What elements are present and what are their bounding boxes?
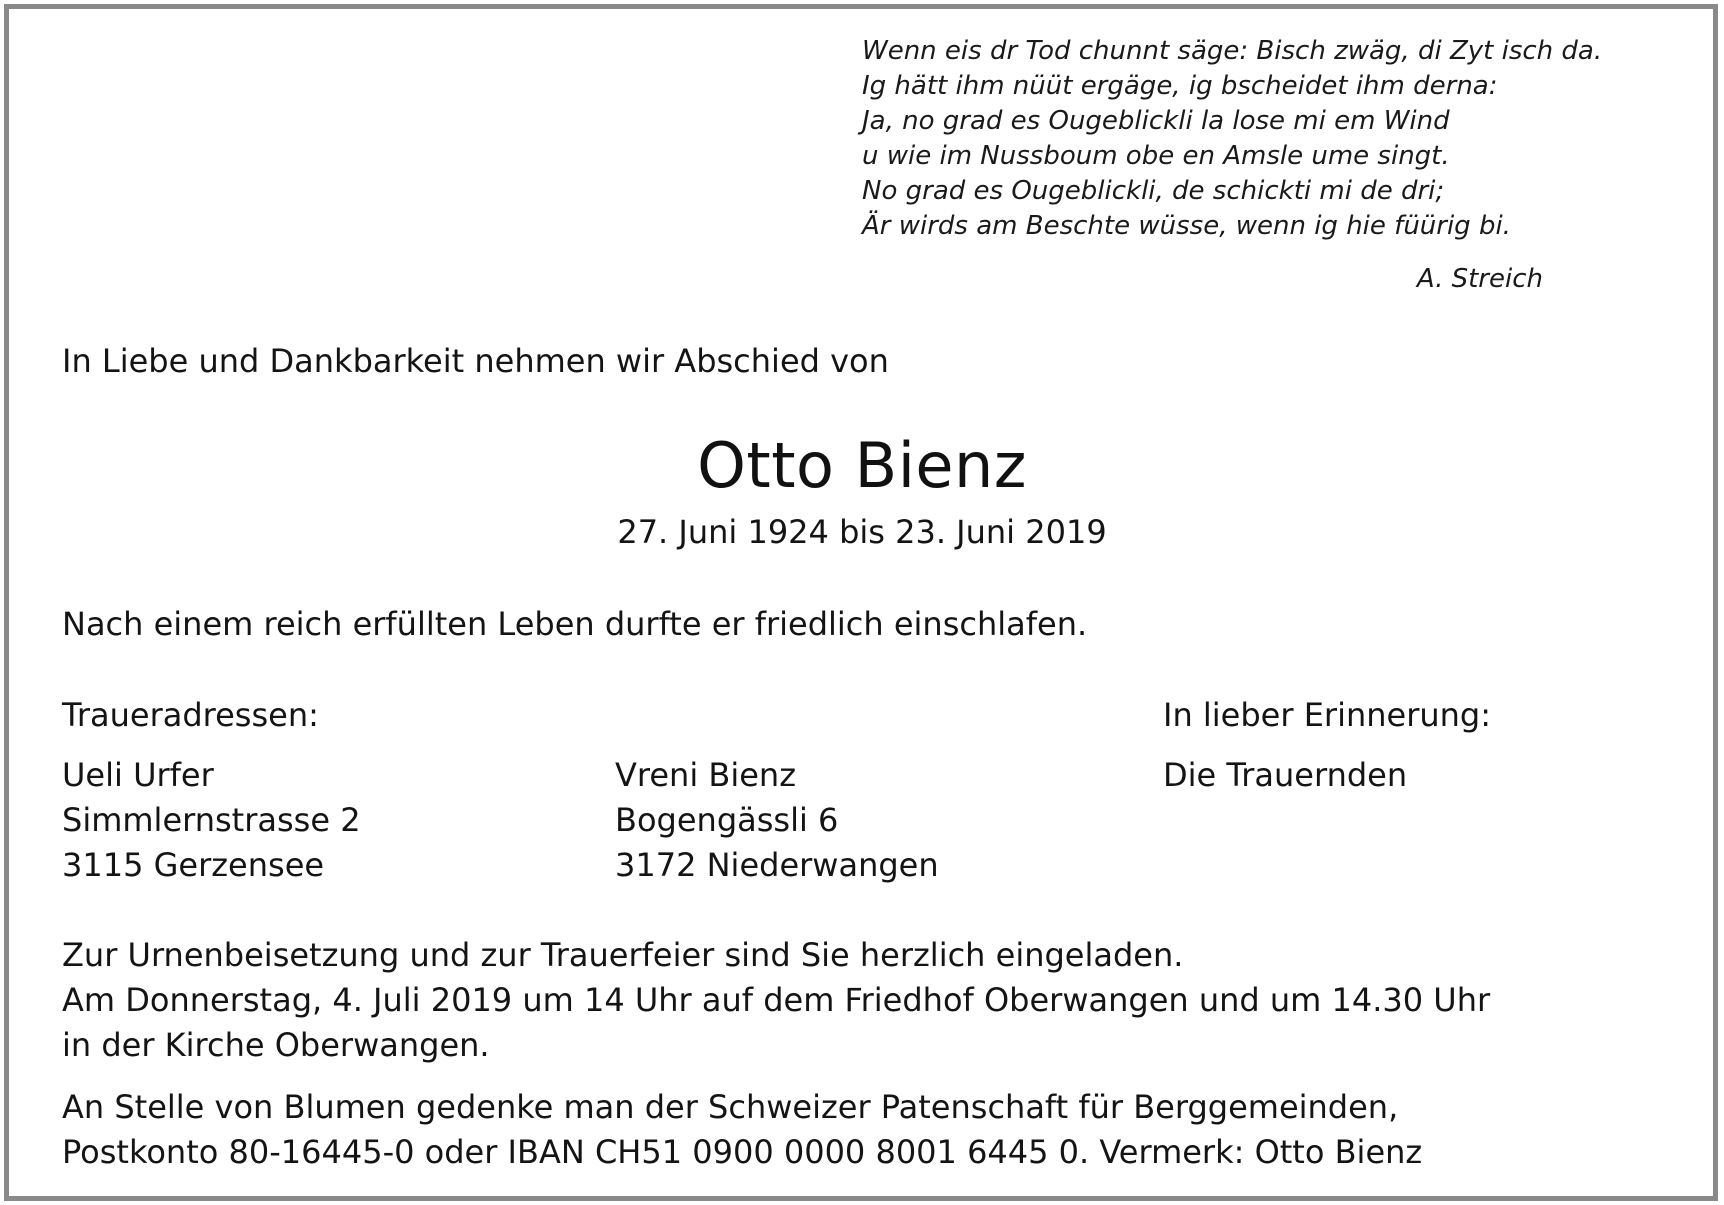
ceremony-paragraph <box>62 933 1490 1068</box>
contact-street: Bogengässli 6 <box>615 801 839 839</box>
donation-line: An Stelle von Blumen gedenke man der Schweizer Patenschaft für Berggemeinden, <box>62 1088 1399 1126</box>
address-block-bienz <box>615 753 939 888</box>
addresses-heading: Traueradressen: <box>62 696 319 734</box>
contact-name: Ueli Urfer <box>62 756 214 794</box>
poem-author: A. Streich <box>1416 264 1543 294</box>
memory-heading: In lieber Erinnerung: <box>1163 696 1492 734</box>
contact-city: 3172 Niederwangen <box>615 846 939 884</box>
contact-city: 3115 Gerzensee <box>62 846 325 884</box>
donation-line: Postkonto 80-16445-0 oder IBAN CH51 0900 0000 8001 6445 0. Vermerk: Otto Bienz <box>62 1133 1423 1171</box>
contact-name: Vreni Bienz <box>615 756 796 794</box>
ceremony-line: Zur Urnenbeisetzung und zur Trauerfeier sind Sie herzlich eingeladen. <box>62 936 1184 974</box>
poem-line: Är wirds am Beschte wüsse, wenn ig hie füürig bi. <box>862 211 1511 241</box>
memory-signers <box>1163 753 1407 798</box>
poem-line: Ig hätt ihm nüüt ergäge, ig bscheidet ihm derna: <box>862 71 1498 101</box>
poem-line: Ja, no grad es Ougeblickli la lose mi em Wind <box>862 106 1450 136</box>
signers-text: Die Trauernden <box>1163 756 1408 794</box>
poem-line: Wenn eis dr Tod chunnt säge: Bisch zwäg, di Zyt isch da. <box>862 36 1603 66</box>
poem <box>862 34 1603 244</box>
peace-text: Nach einem reich erfüllten Leben durfte er friedlich einschlafen. <box>62 605 1088 643</box>
deceased-name: Otto Bienz <box>697 429 1027 502</box>
donation-paragraph <box>62 1085 1422 1175</box>
contact-street: Simmlernstrasse 2 <box>62 801 361 839</box>
ceremony-line: Am Donnerstag, 4. Juli 2019 um 14 Uhr auf dem Friedhof Oberwangen und um 14.30 Uhr <box>62 981 1491 1019</box>
poem-line: u wie im Nussboum obe en Amsle ume singt. <box>862 141 1450 171</box>
intro-text: In Liebe und Dankbarkeit nehmen wir Abschied von <box>62 342 889 380</box>
ceremony-line: in der Kirche Oberwangen. <box>62 1026 490 1064</box>
address-block-urfer <box>62 753 361 888</box>
life-dates: 27. Juni 1924 bis 23. Juni 2019 <box>617 513 1107 551</box>
poem-line: No grad es Ougeblickli, de schickti mi de dri; <box>862 176 1445 206</box>
